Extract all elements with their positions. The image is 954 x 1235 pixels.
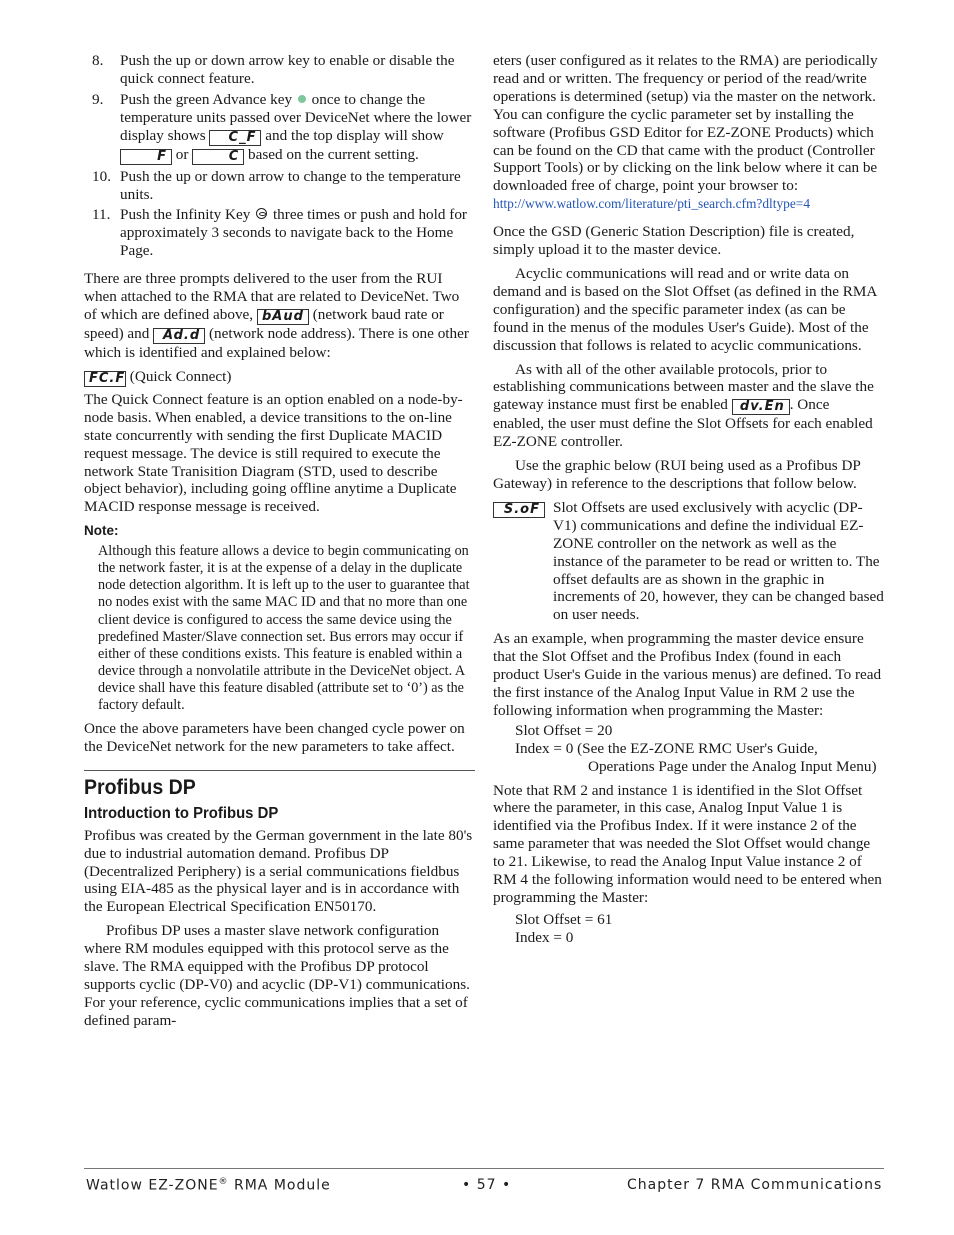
cycle-power-paragraph: Once the above parameters have been changed cycle power on the DeviceNet network for the new parameters to take affect.: [84, 720, 465, 755]
example-slot-offset: Slot Offset = 20: [515, 721, 613, 739]
display-code-cf: C_F: [209, 130, 261, 146]
note-paragraph: Note that RM 2 and instance 1 is identified in the Slot Offset where the parameter, in this case, Analog Input Value 1 is identified via the Profibus Index. If it were instance 2 of the same parameter that was needed the Slot Offset would change to 21. Likewise, to read the Analog Input Value instance 2 of RM 4 the following information would need to be entered when programming the Master:: [493, 781, 882, 906]
example-index: Index = 0: [515, 928, 574, 946]
left-column: [84, 52, 475, 1036]
slot-offset-definition: [493, 499, 884, 624]
display-code-address: Ad.d: [153, 328, 205, 344]
infinity-key-icon: [256, 208, 267, 219]
gsd-paragraph: Once the GSD (Generic Station Description) file is created, simply upload it to the master device.: [493, 223, 855, 259]
display-code-dven: dv.En: [732, 399, 790, 415]
step-list: [84, 52, 475, 260]
profibus-paragraph: Profibus was created by the German government in the late 80's due to industrial automation demand. Profibus DP (Decentralized Periphery) is a serial communications fieldbus using EIA-485 as the physical layer and is in accordance with the European Electrical Specification EN50170.: [84, 826, 473, 916]
cyclic-paragraph: eters (user configured as it relates to the RMA) are periodically read and or written. The frequency or period of the read/write operations is determined (setup) via the master on the network. You can configure the cyclic parameter set by installing the software (Profibus GSD Editor for EZ-ZONE Products) which can be found on the CD that came with the product (Controller Support Tools) or by clicking on the link below where it can be downloaded free of charge, point your browser to: http://www.watlow.com/literature/pti_search.cfm?dltype=4: [493, 52, 878, 212]
step-item: 9. Push the green Advance key once to change the temperature units passed over DeviceNet where the lower display shows C_F and the top display will show F or C based on the current setting.: [92, 90, 472, 164]
footer-chapter: Chapter 7 RMA Communications: [627, 1177, 883, 1193]
display-code-c: C: [192, 149, 244, 165]
footer-page-number: • 57 •: [462, 1177, 512, 1193]
section-heading: Profibus DP: [84, 775, 196, 799]
note-title: Note:: [84, 523, 119, 539]
footer-divider: [84, 1168, 884, 1169]
right-column: [493, 52, 884, 947]
quick-connect-prompt: FC.F (Quick Connect): [84, 368, 475, 387]
intro-paragraph: There are three prompts delivered to the user from the RUI when attached to the RMA that are related to DeviceNet. Two of which are defined above, bAud (network baud rate or speed) and Ad.d (network node address). There is one other which is identified and explained below:: [84, 270, 469, 361]
step-item: 10. Push the up or down arrow to change to the temperature units.: [92, 167, 461, 203]
section-divider: [84, 770, 475, 771]
subsection-heading: Introduction to Profibus DP: [84, 804, 279, 822]
step-item: 11. Push the Infinity Key three times or push and hold for approximately 3 seconds to navigate back to the Home Page.: [92, 206, 467, 260]
note-text: Although this feature allows a device to begin communicating on the network faster, it is at the expense of a delay in the duplicate node detection algorithm. It is left up to the user to guarantee that no nodes exist with the same MAC ID and that no more than one client device is configured to access the same device using the predefined Master/Slave connection set. Bus errors may occur if either of these conditions exists. This feature is enabled within a device through a nonvolatile attribute in the DeviceNet object. A device shall have this feature disabled (attribute set to ‘0’) as the factory default.: [98, 543, 470, 713]
watlow-literature-link[interactable]: http://www.watlow.com/literature/pti_search.cfm?dltype=4: [493, 196, 811, 212]
display-code-baud: bAud: [257, 309, 309, 325]
footer-product: Watlow EZ-ZONE® RMA Module: [86, 1177, 331, 1194]
step-item: 8. Push the up or down arrow key to enable or disable the quick connect feature.: [92, 52, 455, 87]
example-slot-offset: Slot Offset = 61: [515, 910, 613, 928]
gateway-paragraph: As with all of the other available protocols, prior to establishing communications between master and the slave the gateway instance must first be enabled dv.En . Once enabled, the user must define the Slot Offsets for each enabled EZ-ZONE controller.: [493, 360, 874, 451]
example-index: Index = 0 (See the EZ-ZONE RMC User's Guide, Operations Page under the Analog Input Menu): [515, 739, 877, 775]
advance-key-icon: [298, 95, 306, 103]
graphic-reference-paragraph: Use the graphic below (RUI being used as a Profibus DP Gateway) in reference to the descriptions that follow below.: [493, 457, 861, 493]
display-code-sof: S.oF: [493, 502, 545, 518]
slot-offset-text: Slot Offsets are used exclusively with acyclic (DP-V1) communications and define the individual EZ-ZONE controller on the network as well as the instance of the parameter to be read or written to. The offset defaults are as shown in the graphic in increments of 20, however, they can be changed based on user needs.: [553, 498, 884, 624]
display-code-fcf: FC.F: [84, 371, 126, 387]
display-code-f: F: [120, 149, 172, 165]
acyclic-paragraph: Acyclic communications will read and or write data on demand and is based on the Slot Offset (as defined in the RMA configuration) and the specific parameter index (as can be found in the menus of the modules User's Guide). Most of the discussion that follows is related to acyclic communications.: [493, 264, 877, 354]
profibus-paragraph: Profibus DP uses a master slave network configuration where RM modules equipped with this protocol serve as the slave. The RMA equipped with the Profibus DP protocol supports cyclic (DP-V0) and acyclic (DP-V1) communications. For your reference, cyclic communications implies that a set of defined param-: [84, 922, 470, 1029]
example-paragraph: As an example, when programming the master device ensure that the Slot Offset and the Profibus Index (found in each product User's Guide in the various menus) are defined. To read the first instance of the Analog Input Value in RM 2 use the following information when programming the Master:: [493, 630, 882, 719]
quick-connect-paragraph: The Quick Connect feature is an option enabled on a node-by-node basis. When enabled, a device transitions to the on-line state concurrently with sending the first Duplicate MACID request message. The device is still required to execute the network State Tranisition Diagram (STD, used to describe object behavior), including going offline anytime a Duplicate MACID response message is received.: [84, 390, 463, 516]
